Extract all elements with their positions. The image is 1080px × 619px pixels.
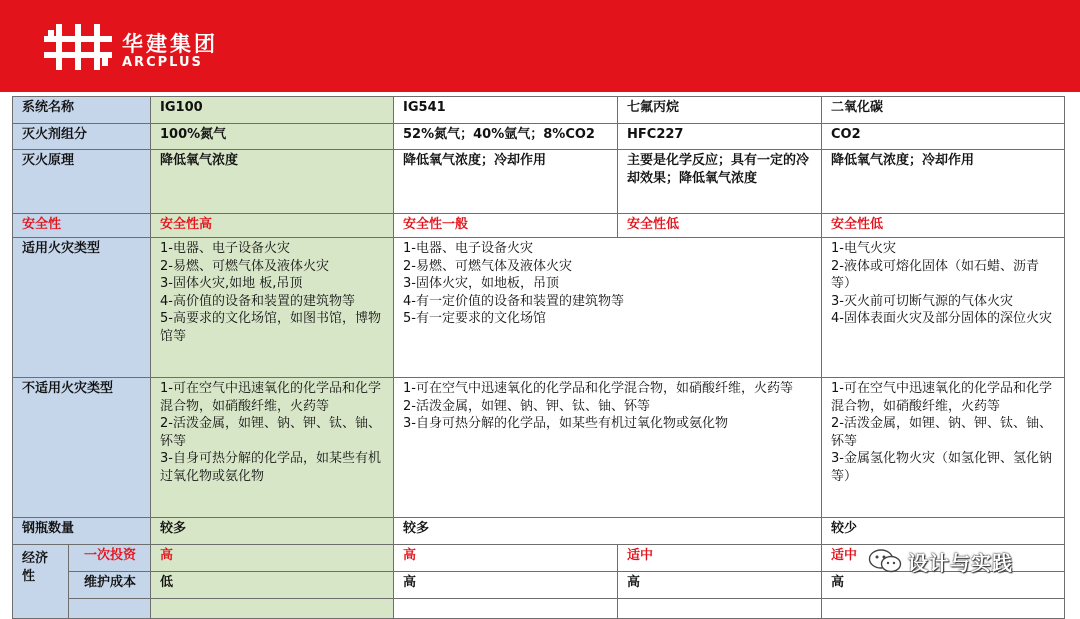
cell-ig100-unsuitable: 1-可在空气中迅速氧化的化学品和化学混合物，如硝酸纤维，火药等 2-活泼金属，如锂、钠、钾、钛、铀、钚等 3-自身可热分解的化学品，如某些有机过氧化物或氨化物 xyxy=(151,378,394,518)
cell-ig541-maintenance: 高 xyxy=(394,572,618,599)
sublabel-invest: 一次投资 xyxy=(69,545,151,572)
cell-ig100-agent: 100%氮气 xyxy=(151,124,394,150)
cell-ig100-cropped xyxy=(151,599,394,619)
cell-hfc227-invest: 适中 xyxy=(618,545,822,572)
table-row-system xyxy=(13,97,1065,124)
row-label-unsuitable: 不适用火灾类型 xyxy=(13,378,151,518)
row-label-agent: 灭火剂组分 xyxy=(13,124,151,150)
cell-hfc227-cropped xyxy=(618,599,822,619)
table-row-agent xyxy=(13,124,1065,150)
cell-ig100-name: IG100 xyxy=(151,97,394,124)
cell-ig541-hfc227-cylinders: 较多 xyxy=(394,518,822,545)
cell-ig100-maintenance: 低 xyxy=(151,572,394,599)
cell-ig541-name: IG541 xyxy=(394,97,618,124)
row-label-cylinders: 钢瓶数量 xyxy=(13,518,151,545)
cell-co2-cropped xyxy=(822,599,1065,619)
row-label-suitable: 适用火灾类型 xyxy=(13,238,151,378)
cell-co2-invest: 适中 xyxy=(822,545,1065,572)
extinguishing-system-comparison-table xyxy=(12,96,1065,619)
cell-ig541-principle: 降低氧气浓度；冷却作用 xyxy=(394,150,618,214)
cell-ig100-cylinders: 较多 xyxy=(151,518,394,545)
cell-co2-principle: 降低氧气浓度；冷却作用 xyxy=(822,150,1065,214)
row-label-principle: 灭火原理 xyxy=(13,150,151,214)
cell-co2-agent: CO2 xyxy=(822,124,1065,150)
cell-co2-cylinders: 较少 xyxy=(822,518,1065,545)
cell-hfc227-name: 七氟丙烷 xyxy=(618,97,822,124)
slide-header-bar xyxy=(0,0,1080,92)
cell-co2-safety: 安全性低 xyxy=(822,214,1065,238)
cell-co2-maintenance: 高 xyxy=(822,572,1065,599)
brand-name-cn: 华建集团 xyxy=(122,32,218,56)
table-row-principle xyxy=(13,150,1065,214)
arcplus-logo-icon xyxy=(44,22,112,72)
cell-ig541-invest: 高 xyxy=(394,545,618,572)
table-row-cylinders xyxy=(13,518,1065,545)
row-label-system: 系统名称 xyxy=(13,97,151,124)
watermark-text: 设计与实践 xyxy=(908,550,1013,575)
cell-ig541-hfc227-suitable: 1-电器、电子设备火灾 2-易燃、可燃气体及液体火灾 3-固体火灾，如地板，吊顶 4-有一定价值的设备和装置的建筑物等 5-有一定要求的文化场馆 xyxy=(394,238,822,378)
cell-hfc227-principle: 主要是化学反应；具有一定的冷却效果；降低氧气浓度 xyxy=(618,150,822,214)
cell-ig100-invest: 高 xyxy=(151,545,394,572)
cell-co2-unsuitable: 1-可在空气中迅速氧化的化学品和化学混合物，如硝酸纤维，火药等 2-活泼金属，如锂、钠、钾、钛、铀、钚等 3-金属氢化物火灾（如氢化钾、氢化钠等） xyxy=(822,378,1065,518)
cell-ig100-safety: 安全性高 xyxy=(151,214,394,238)
table-row-cropped xyxy=(13,599,1065,619)
cell-hfc227-safety: 安全性低 xyxy=(618,214,822,238)
wechat-icon xyxy=(868,548,902,574)
cell-ig541-cropped xyxy=(394,599,618,619)
cell-ig100-principle: 降低氧气浓度 xyxy=(151,150,394,214)
wechat-watermark xyxy=(868,546,1013,576)
table-row-unsuitable xyxy=(13,378,1065,518)
cell-ig541-safety: 安全性一般 xyxy=(394,214,618,238)
brand-name-en: ARCPLUS xyxy=(122,55,203,70)
table-row-safety xyxy=(13,214,1065,238)
cell-hfc227-maintenance: 高 xyxy=(618,572,822,599)
sublabel-maintenance: 维护成本 xyxy=(69,572,151,599)
row-label-safety: 安全性 xyxy=(13,214,151,238)
sublabel-cropped xyxy=(69,599,151,619)
cell-ig541-hfc227-unsuitable: 1-可在空气中迅速氧化的化学品和化学混合物，如硝酸纤维，火药等 2-活泼金属，如锂、钠、钾、钛、铀、钚等 3-自身可热分解的化学品，如某些有机过氧化物或氨化物 xyxy=(394,378,822,518)
cell-co2-name: 二氧化碳 xyxy=(822,97,1065,124)
cell-ig541-agent: 52%氮气；40%氩气；8%CO2 xyxy=(394,124,618,150)
row-label-economy: 经济性 xyxy=(13,545,69,619)
cell-ig100-suitable: 1-电器、电子设备火灾 2-易燃、可燃气体及液体火灾 3-固体火灾,如地 板,吊顶 4-高价值的设备和装置的建筑物等 5-高要求的文化场馆，如图书馆，博物馆等 xyxy=(151,238,394,378)
cell-hfc227-agent: HFC227 xyxy=(618,124,822,150)
cell-co2-suitable: 1-电气火灾 2-液体或可熔化固体（如石蜡、沥青等） 3-灭火前可切断气源的气体火灾 4-固体表面火灾及部分固体的深位火灾 xyxy=(822,238,1065,378)
table-row-suitable xyxy=(13,238,1065,378)
